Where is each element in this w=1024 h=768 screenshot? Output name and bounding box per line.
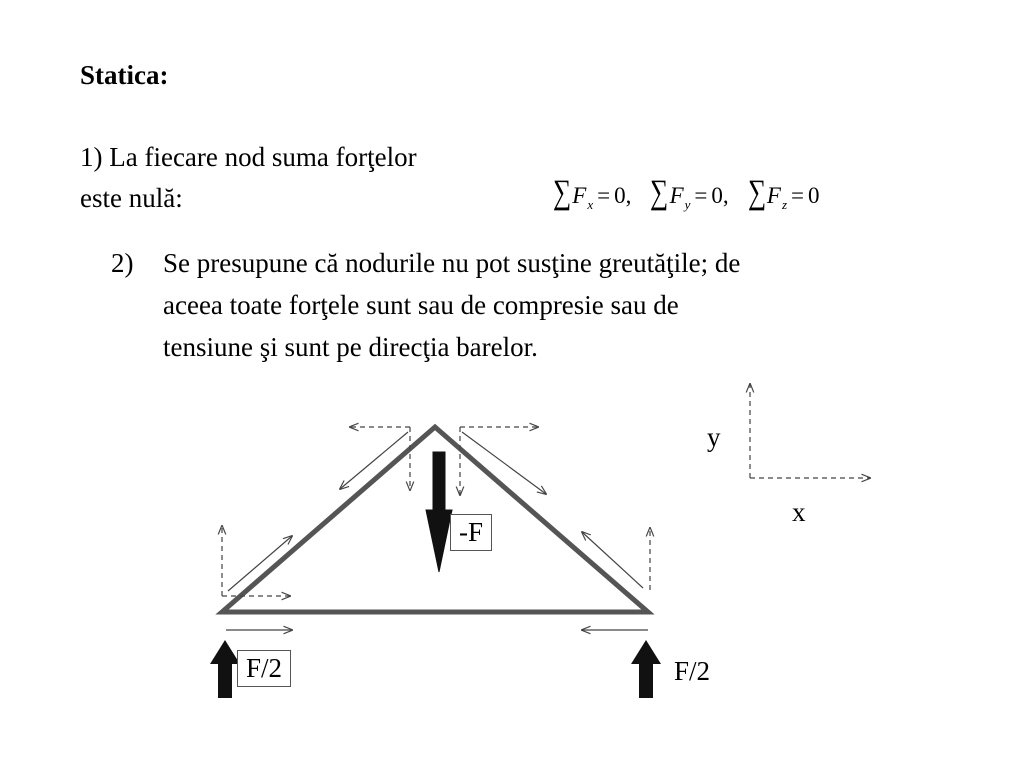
- formula-rhs: 0,: [614, 183, 632, 208]
- item1-line2: este nulă:: [80, 183, 183, 213]
- item2-number: 2): [111, 248, 134, 278]
- item2-line3: tensiune şi sunt pe direcţia barelor.: [163, 332, 538, 362]
- formula-var: F: [766, 183, 781, 208]
- equals-sign: =: [791, 183, 805, 208]
- load-label: -F: [450, 514, 492, 551]
- formula-sub: z: [781, 197, 788, 212]
- formula-sub: x: [587, 197, 594, 212]
- axis-indicator: [750, 384, 870, 478]
- left-support-label: F/2: [237, 650, 291, 687]
- formula-var: F: [669, 183, 684, 208]
- load-arrow: [426, 452, 452, 572]
- axis-y-label: y: [707, 422, 721, 452]
- sum-symbol: ∑: [747, 174, 766, 211]
- right-support-arrow: [631, 640, 661, 698]
- slide-title: Statica:: [80, 60, 169, 90]
- sum-symbol: ∑: [650, 174, 669, 211]
- item2-line1: Se presupune că nodurile nu pot susţine greutăţile; de: [163, 248, 741, 278]
- sum-symbol: ∑: [553, 174, 572, 211]
- right-support-label: F/2: [674, 656, 711, 686]
- left-support-arrow: [210, 640, 240, 698]
- formula-sub: y: [684, 197, 691, 212]
- formula-rhs: 0: [808, 183, 820, 208]
- item1-line1: 1) La fiecare nod suma forţelor: [80, 142, 417, 172]
- equals-sign: =: [597, 183, 611, 208]
- item2-line2: aceea toate forţele sunt sau de compresie sau de: [163, 290, 679, 320]
- axis-x-label: x: [792, 497, 806, 527]
- left-node-member-force: [228, 536, 292, 591]
- formula-rhs: 0,: [711, 183, 729, 208]
- equals-sign: =: [694, 183, 708, 208]
- formula-var: F: [572, 183, 587, 208]
